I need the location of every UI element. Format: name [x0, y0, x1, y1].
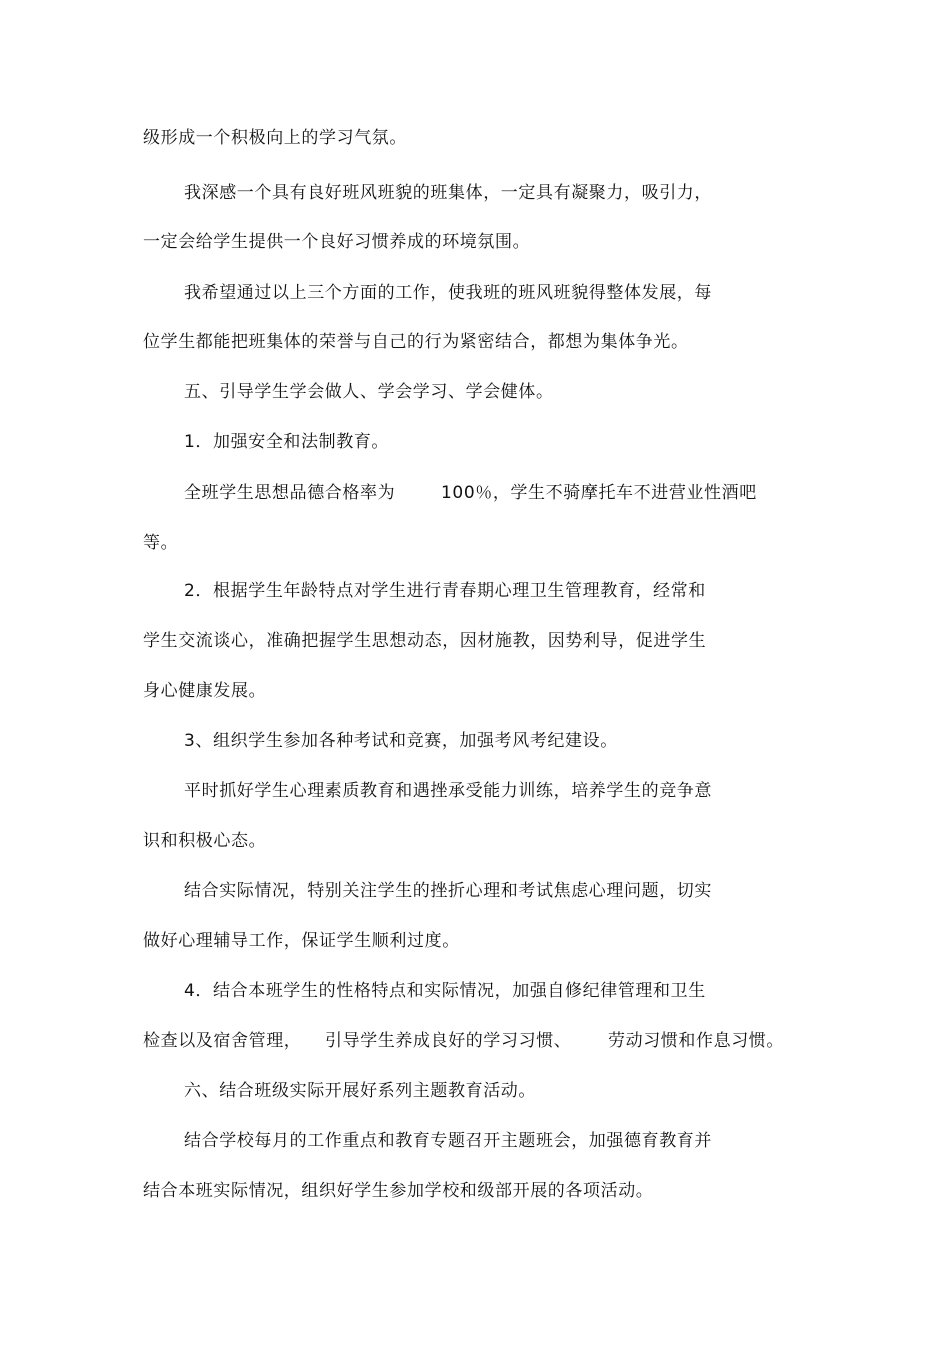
text-line-part: 引导学生养成良好的学习习惯、 [325, 1031, 572, 1051]
text-line: 等。 [143, 533, 179, 553]
text-line: 2．根据学生年龄特点对学生进行青春期心理卫生管理教育，经常和 [184, 581, 706, 601]
text-line: 位学生都能把班集体的荣誉与自己的行为紧密结合，都想为集体争光。 [143, 332, 689, 352]
text-line-part: 100％，学生不骑摩托车不进营业性酒吧 [441, 483, 757, 503]
text-line-part: 检查以及宿舍管理， [143, 1031, 302, 1051]
text-line: 识和积极心态。 [143, 831, 267, 851]
text-line-part: 劳动习惯和作息习惯。 [608, 1031, 784, 1051]
text-line: 学生交流谈心，准确把握学生思想动态，因材施教，因势利导，促进学生 [143, 631, 707, 651]
text-line-part: 全班学生思想品德合格率为 [184, 483, 396, 503]
text-line: 结合实际情况，特别关注学生的挫折心理和考试焦虑心理问题，切实 [184, 881, 712, 901]
text-line: 4．结合本班学生的性格特点和实际情况，加强自修纪律管理和卫生 [184, 981, 706, 1001]
text-line: 做好心理辅导工作，保证学生顺利过度。 [143, 931, 460, 951]
text-line: 结合本班实际情况，组织好学生参加学校和级部开展的各项活动。 [143, 1181, 654, 1201]
text-line: 我希望通过以上三个方面的工作，使我班的班风班貌得整体发展，每 [184, 283, 712, 303]
text-line: 一定会给学生提供一个良好习惯养成的环境氛围。 [143, 232, 531, 252]
section-heading: 六、结合班级实际开展好系列主题教育活动。 [184, 1081, 536, 1101]
text-line: 平时抓好学生心理素质教育和遇挫承受能力训练，培养学生的竞争意 [184, 781, 712, 801]
text-line: 身心健康发展。 [143, 681, 267, 701]
section-heading: 五、引导学生学会做人、学会学习、学会健体。 [184, 382, 554, 402]
text-line: 结合学校每月的工作重点和教育专题召开主题班会，加强德育教育并 [184, 1131, 712, 1151]
text-line: 级形成一个积极向上的学习气氛。 [143, 128, 407, 148]
text-line: 我深感一个具有良好班风班貌的班集体，一定具有凝聚力，吸引力， [184, 183, 712, 203]
item-heading: 1．加强安全和法制教育。 [184, 432, 390, 452]
item-heading: 3、组织学生参加各种考试和竞赛，加强考风考纪建设。 [184, 731, 618, 751]
